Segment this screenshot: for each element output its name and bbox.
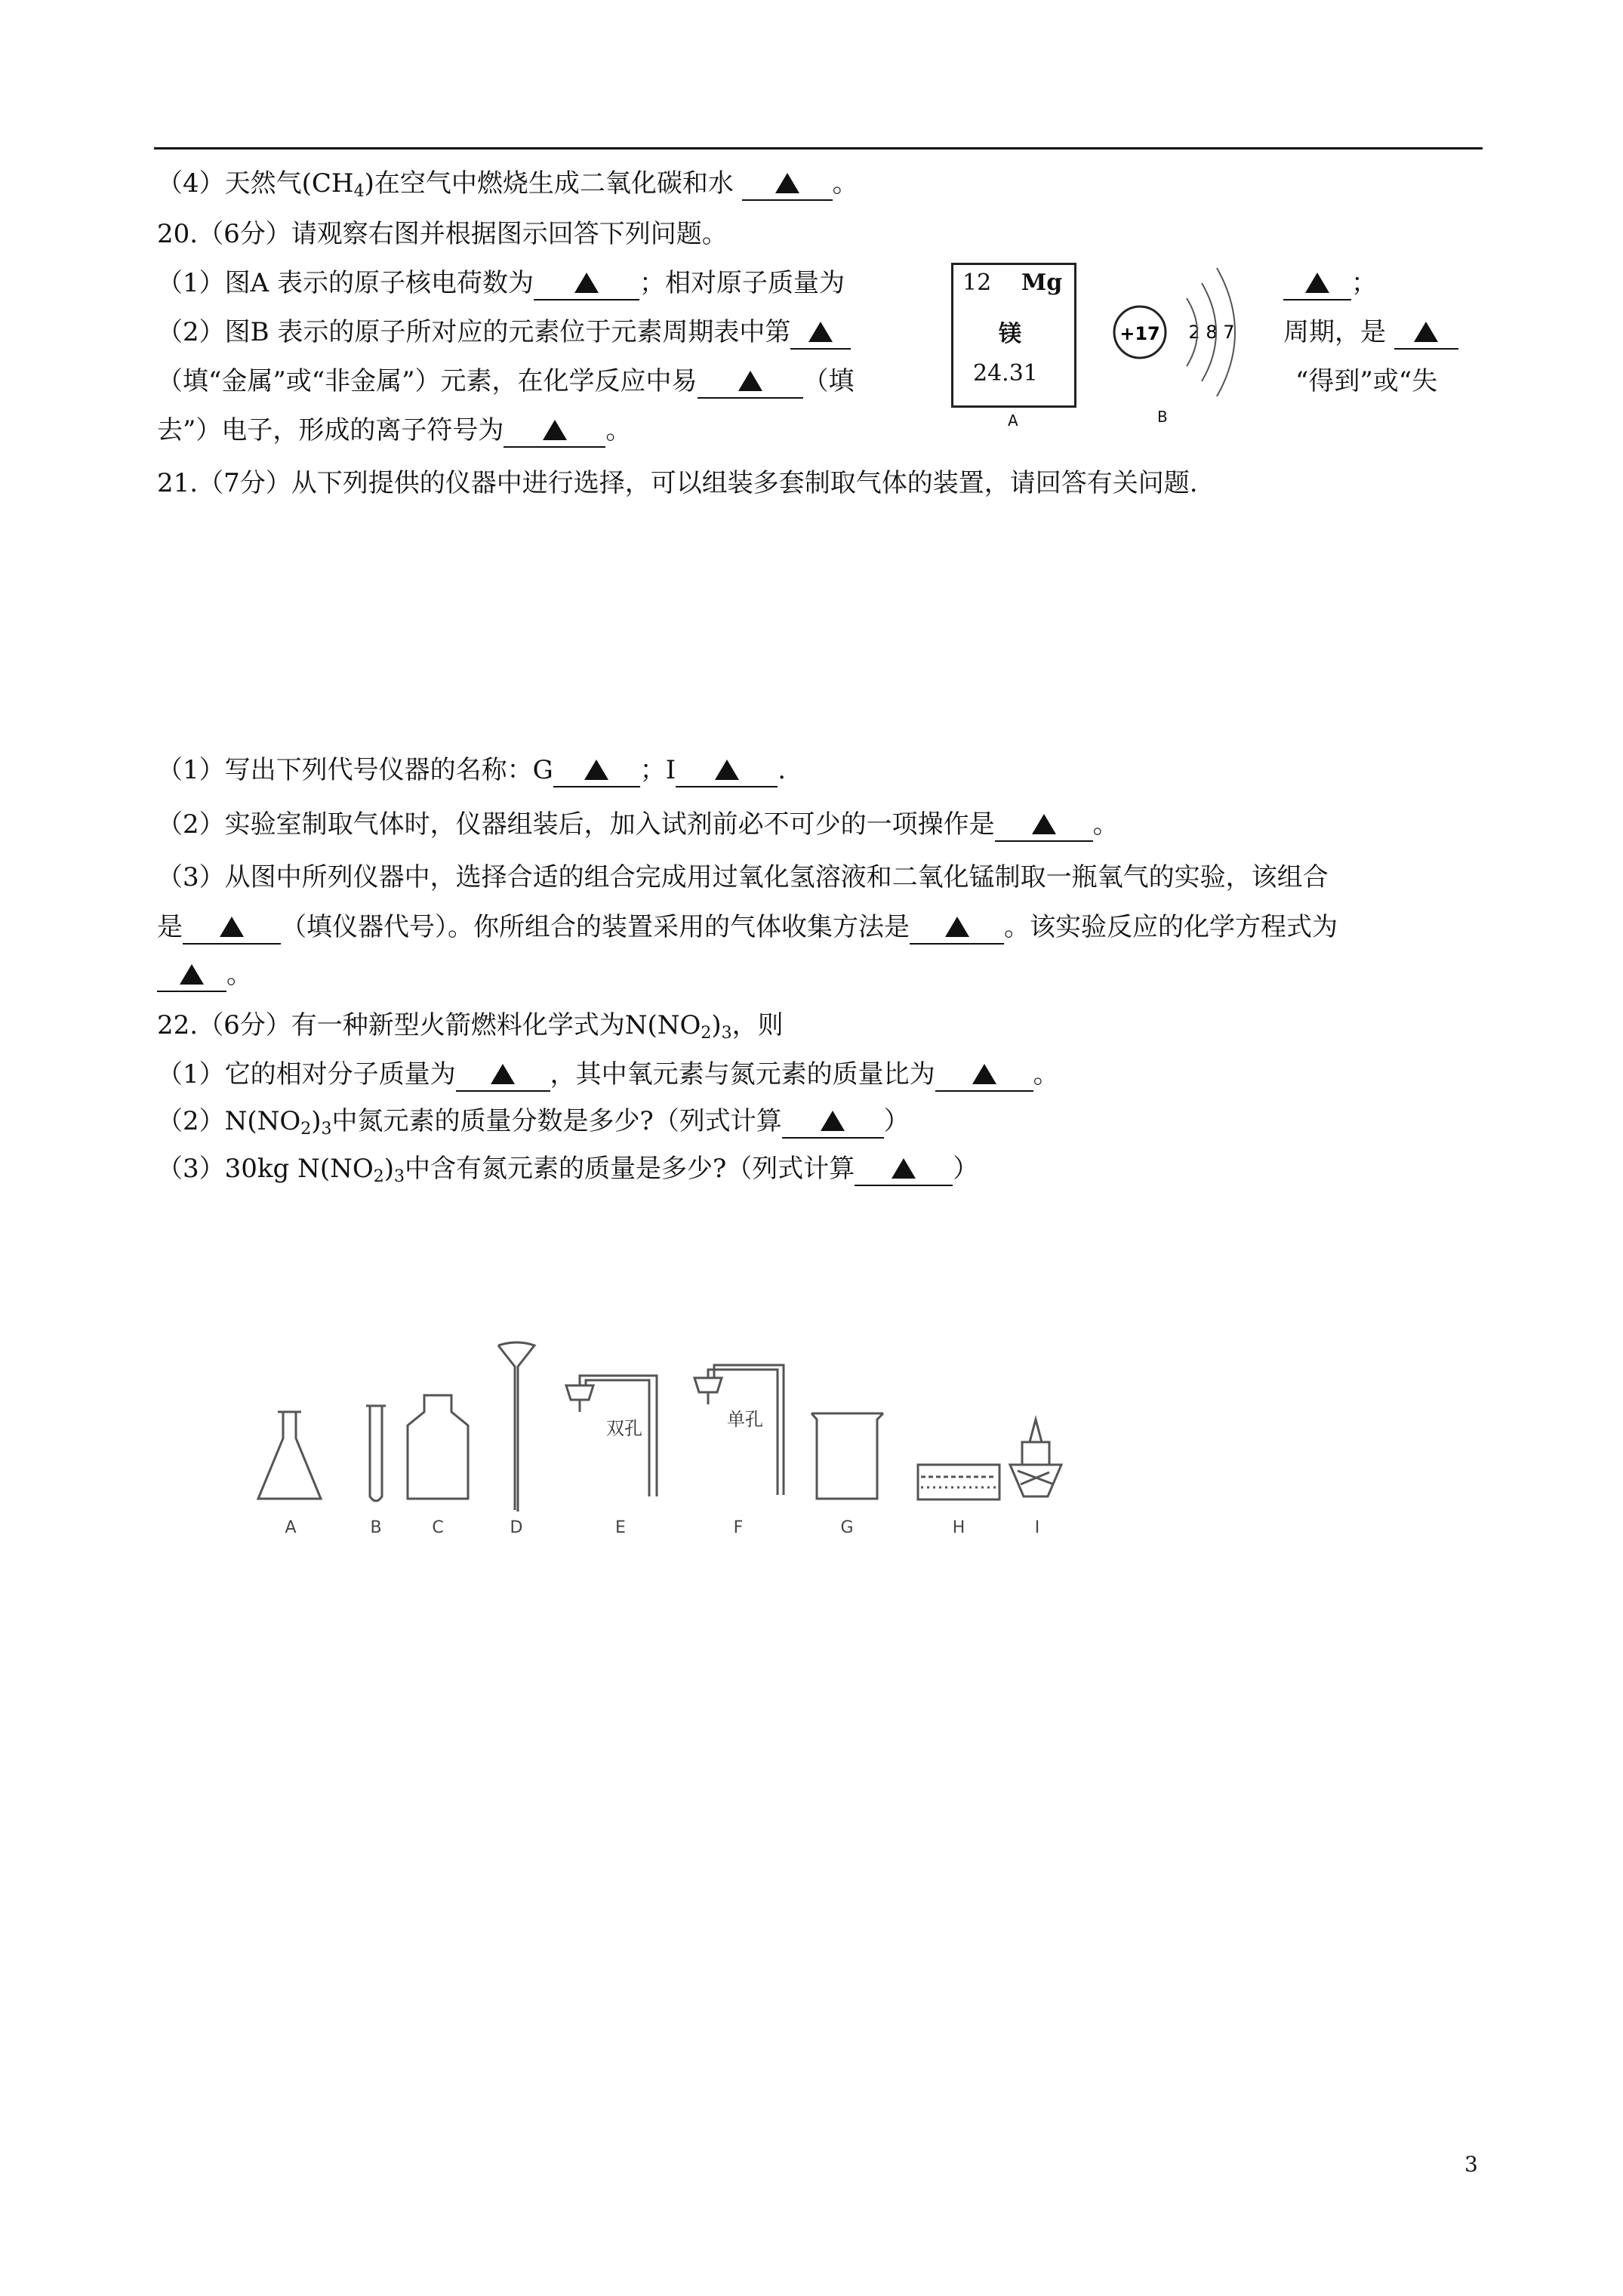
q20-line2-right: 周期，是 [1283,313,1458,351]
q22-line1: （1）它的相对分子质量为 ，其中氧元素与氮元素的质量比为 。 [157,1056,1059,1093]
apparatus-label-b: B [370,1518,382,1537]
answer-blank[interactable] [742,168,833,201]
element-symbol: Mg [1021,270,1063,296]
answer-blank[interactable] [935,1059,1033,1092]
page-number: 3 [1464,2152,1478,2177]
nucleus-charge: +17 [1119,323,1160,344]
gas-bottle-icon [408,1395,468,1499]
answer-blank[interactable] [790,316,851,350]
triangle-icon [584,760,608,780]
header-rule [154,147,1483,149]
atomic-number: 12 [962,270,992,296]
water-trough-icon [918,1465,999,1499]
double-hole-stopper-icon [566,1385,593,1400]
figure-a-element-cell [951,263,1076,408]
apparatus-label-g: G [840,1518,854,1537]
q21-line4: 是 （填仪器代号）。你所组合的装置采用的气体收集方法是 。该实验反应的化学方程式为 [157,908,1338,946]
apparatus-label-i: I [1034,1518,1040,1537]
conical-flask-icon [258,1412,321,1499]
apparatus-label-f: F [733,1518,744,1537]
triangle-icon [972,1064,996,1084]
answer-blank[interactable] [910,911,1004,945]
q20-line4: 去”）电子，形成的离子符号为 。 [157,411,631,449]
triangle-icon [715,760,739,780]
beaker-icon [812,1413,883,1499]
figure-b-atom-diagram [1102,257,1268,415]
triangle-icon [1032,814,1056,834]
q21-title: 21.（7分）从下列提供的仪器中进行选择，可以组装多套制取气体的装置，请回答有关问题. [157,468,1198,498]
answer-blank[interactable] [1283,267,1351,300]
q20-line3: （填“金属”或“非金属”）元素，在化学反应中易 （填 [157,362,855,400]
apparatus-label-d: D [510,1518,523,1537]
answer-blank[interactable] [855,1153,953,1186]
answer-blank[interactable] [995,809,1093,842]
triangle-icon [491,1064,515,1084]
triangle-icon [180,964,204,985]
q21-line3: （3）从图中所列仪器中，选择合适的组合完成用过氧化氢溶液和二氧化锰制取一瓶氧气的实验，该组合 [157,862,1329,892]
single-hole-stopper-icon [694,1378,722,1392]
apparatus-figure [249,1336,1140,1540]
alcohol-lamp-icon [1010,1465,1061,1496]
triangle-icon [738,371,762,391]
q20-line1-end: ； [1283,264,1377,302]
triangle-icon [220,917,244,937]
q21-line5: 。 [157,956,252,994]
figure-a-label: A [1008,411,1018,430]
triangle-icon [543,420,567,440]
answer-blank[interactable] [183,911,281,945]
element-name: 镁 [999,321,1021,347]
q22-line2: $(2)N(NO_2)_3$中氮元素的质量分数是多少?（列式计算 ） [157,1106,910,1139]
apparatus-label-h: H [952,1518,965,1537]
label-single-hole: 单孔 [727,1409,763,1430]
answer-blank[interactable] [157,959,226,992]
answer-blank[interactable] [553,754,640,787]
figure-b-label: B [1157,408,1168,426]
q22-line3: （3）30kg $N(NO_2)_3$中含有氮元素的质量是多少?（列式计算 ） [157,1154,979,1186]
answer-blank[interactable] [782,1105,884,1139]
apparatus-label-e: E [615,1518,626,1537]
apparatus-label-c: C [432,1518,444,1537]
q20-title: 20.（6分）请观察右图并根据图示回答下列问题。 [157,219,728,249]
triangle-icon [892,1158,916,1179]
answer-blank[interactable] [534,267,639,300]
triangle-icon [808,322,833,342]
atomic-mass: 24.31 [973,360,1038,387]
triangle-icon [775,173,799,193]
answer-blank[interactable] [698,365,803,399]
q20-line1: （1）图A 表示的原子核电荷数为 ；相对原子质量为 [157,264,845,302]
electron-shells: 2 8 7 [1188,322,1235,343]
q19-part4: （4）天然气$(CH_4)$在空气中燃烧生成二氧化碳和水 。 [157,168,858,201]
q22-title: 22.（6分）有一种新型火箭燃料化学式为$N(NO_2)_3$，则 [157,1010,784,1043]
q21-line2: （2）实验室制取气体时，仪器组装后，加入试剂前必不可少的一项操作是 。 [157,806,1119,843]
q20-line2: （2）图B 表示的原子所对应的元素位于元素周期表中第 [157,313,851,351]
answer-blank[interactable] [456,1059,550,1092]
answer-blank[interactable] [504,415,605,448]
triangle-icon [945,917,969,937]
answer-blank[interactable] [1394,316,1458,350]
q20-line3-right: “得到”或“失 [1295,366,1438,396]
apparatus-label-a: A [285,1518,297,1537]
label-double-hole: 双孔 [606,1418,642,1439]
long-neck-funnel-icon [498,1342,534,1512]
test-tube-icon [370,1406,382,1501]
triangle-icon [574,273,599,293]
triangle-icon [1414,322,1438,342]
q21-line1: （1）写出下列代号仪器的名称：G ；I . [157,751,786,789]
triangle-icon [1305,273,1329,293]
triangle-icon [821,1111,845,1131]
answer-blank[interactable] [676,754,778,787]
